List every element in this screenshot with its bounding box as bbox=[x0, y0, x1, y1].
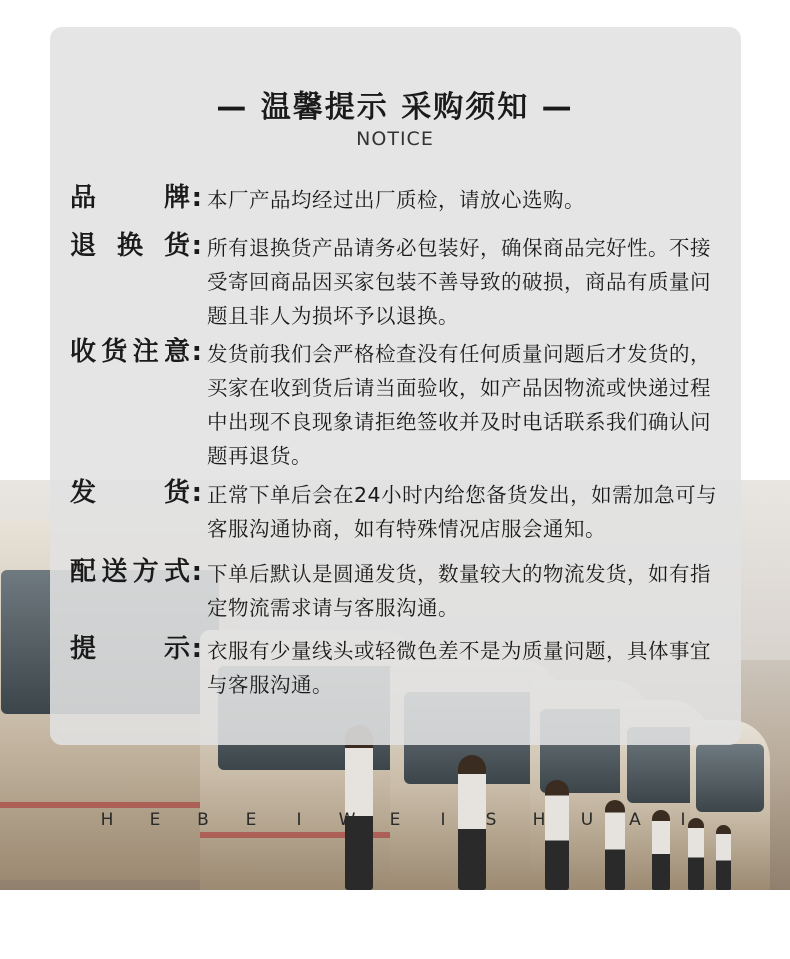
notice-label bbox=[70, 632, 202, 666]
staff-figure bbox=[716, 825, 731, 890]
notice-colon: : bbox=[191, 557, 202, 587]
brand-letter: I bbox=[296, 810, 302, 830]
brand-letter: E bbox=[245, 810, 257, 830]
brand-letter: E bbox=[149, 810, 161, 830]
page-subtitle: NOTICE bbox=[356, 128, 434, 150]
notice-label-char: 牌 bbox=[163, 183, 190, 213]
notice-label-char: 货 bbox=[163, 478, 190, 508]
brand-letter: W bbox=[338, 810, 356, 830]
brand-letter: H bbox=[100, 810, 114, 830]
notice-label-char: 示 bbox=[163, 634, 190, 664]
notice-label-char: 注 bbox=[132, 337, 159, 367]
notice-label-char: 方 bbox=[132, 557, 159, 587]
notice-label bbox=[70, 229, 202, 263]
notice-label bbox=[70, 181, 202, 215]
brand-letter: I bbox=[680, 810, 686, 830]
notice-label-char: 退 bbox=[70, 231, 97, 261]
notice-label-text bbox=[70, 229, 190, 263]
notice-text: 下单后默认是圆通发货，数量较大的物流发货，如有指定物流需求请与客服沟通。 bbox=[207, 562, 711, 620]
notice-label-text bbox=[70, 555, 190, 589]
notice-text: 所有退换货产品请务必包装好，确保商品完好性。不接受寄回商品因买家包装不善导致的破损，商品有质量问题且非人为损坏予以退换。 bbox=[207, 236, 711, 328]
notice-label-text bbox=[70, 181, 190, 215]
notice-text: 本厂产品均经过出厂质检，请放心选购。 bbox=[207, 188, 585, 212]
notice-colon: : bbox=[191, 231, 202, 261]
brand-letter: S bbox=[485, 810, 497, 830]
brand-letter: I bbox=[440, 810, 446, 830]
notice-label-char: 式 bbox=[163, 557, 190, 587]
notice-label bbox=[70, 335, 202, 369]
brand-letter: E bbox=[389, 810, 401, 830]
notice-text: 衣服有少量线头或轻微色差不是为质量问题，具体事宜与客服沟通。 bbox=[207, 639, 711, 697]
notice-label-char: 换 bbox=[116, 231, 143, 261]
brand-letter: B bbox=[197, 810, 209, 830]
page-title: — 温馨提示 采购须知 — bbox=[216, 90, 574, 125]
notice-label bbox=[70, 476, 202, 510]
notice-label-char: 发 bbox=[70, 478, 97, 508]
brand-letter: H bbox=[532, 810, 546, 830]
notice-text: 正常下单后会在24小时内给您备货发出，如需加急可与客服沟通协商，如有特殊情况店服会通知。 bbox=[207, 483, 718, 541]
notice-label-text bbox=[70, 335, 190, 369]
notice-label-char: 送 bbox=[101, 557, 128, 587]
brand-letter: A bbox=[629, 810, 641, 830]
notice-colon: : bbox=[191, 337, 202, 367]
notice-label-char: 配 bbox=[70, 557, 97, 587]
notice-label-char: 货 bbox=[163, 231, 190, 261]
notice-label-char: 货 bbox=[101, 337, 128, 367]
notice-label bbox=[70, 555, 202, 589]
staff-figure bbox=[545, 780, 569, 890]
notice-label-char: 收 bbox=[70, 337, 97, 367]
notice-label-char: 品 bbox=[70, 183, 97, 213]
brand-letter: U bbox=[580, 810, 594, 830]
notice-label-text bbox=[70, 476, 190, 510]
notice-text: 发货前我们会严格检查没有任何质量问题后才发货的，买家在收到货后请当面验收，如产品因物流或快递过程中出现不良现象请拒绝签收并及时电话联系我们确认问题再退货。 bbox=[207, 342, 711, 468]
notice-label-char: 提 bbox=[70, 634, 97, 664]
staff-figure bbox=[345, 725, 373, 890]
brand-watermark-text bbox=[0, 810, 790, 830]
notice-colon: : bbox=[191, 183, 202, 213]
notice-label-text bbox=[70, 632, 190, 666]
notice-colon: : bbox=[191, 634, 202, 664]
notice-colon: : bbox=[191, 478, 202, 508]
notice-label-char: 意 bbox=[163, 337, 190, 367]
